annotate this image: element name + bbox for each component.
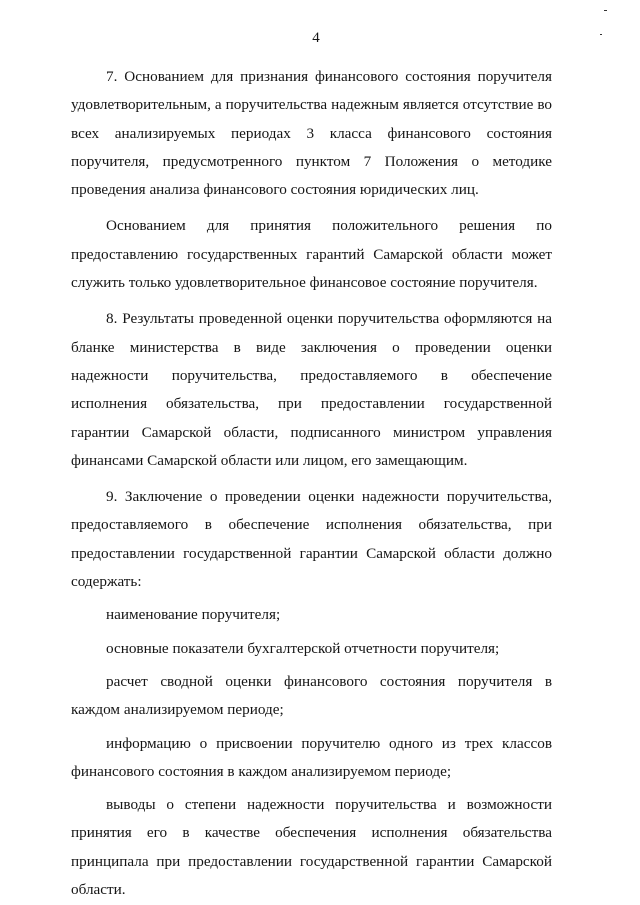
paragraph-8: 8. Результаты проведенной оценки поручительства оформляются на бланке министерства в виде заключения о проведении оценки надежности поручительства, предоставляемого в обеспечение исполнения обязательства, при предоставлении государственной гарантии Самарской области, подписанного министром управления финансами Самарской области или лицом, его замещающим.: [71, 310, 552, 469]
scan-artifact: [604, 10, 607, 11]
page-number: 4: [312, 30, 320, 46]
list-item: информацию о присвоении поручителю одного из трех классов финансового состояния в каждом анализируемом периоде;: [71, 734, 552, 780]
paragraph-9: 9. Заключение о проведении оценки надежности поручительства, предоставляемого в обеспечение исполнения обязательства, при предоставлении государственной гарантии Самарской области должно содержать:: [71, 488, 552, 591]
list-item: основные показатели бухгалтерской отчетности поручителя;: [106, 639, 500, 657]
conclusion-contents-list: [71, 601, 552, 904]
paragraph-basis: Основанием для принятия положительного решения по предоставлению государственных гарантий Самарской области может служить только удовлетворительное финансовое состояние поручителя.: [71, 217, 552, 292]
list-item: наименование поручителя;: [106, 606, 281, 624]
document-body: [71, 63, 552, 904]
scan-artifact: [600, 34, 602, 35]
list-item: расчет сводной оценки финансового состояния поручителя в каждом анализируемом периоде;: [71, 672, 552, 719]
paragraph-7: 7. Основанием для признания финансового состояния поручителя удовлетворительным, а поручительства надежным является отсутствие во всех анализируемых периодах 3 класса финансового состояния поручителя, предусмотренного пунктом 7 Положения о методике проведения анализа финансового состояния юридических лиц.: [71, 68, 552, 199]
list-item: выводы о степени надежности поручительства и возможности принятия его в качестве обеспечения исполнения обязательства принципала при предоставлении государственной гарантии Самарской области.: [71, 796, 552, 899]
